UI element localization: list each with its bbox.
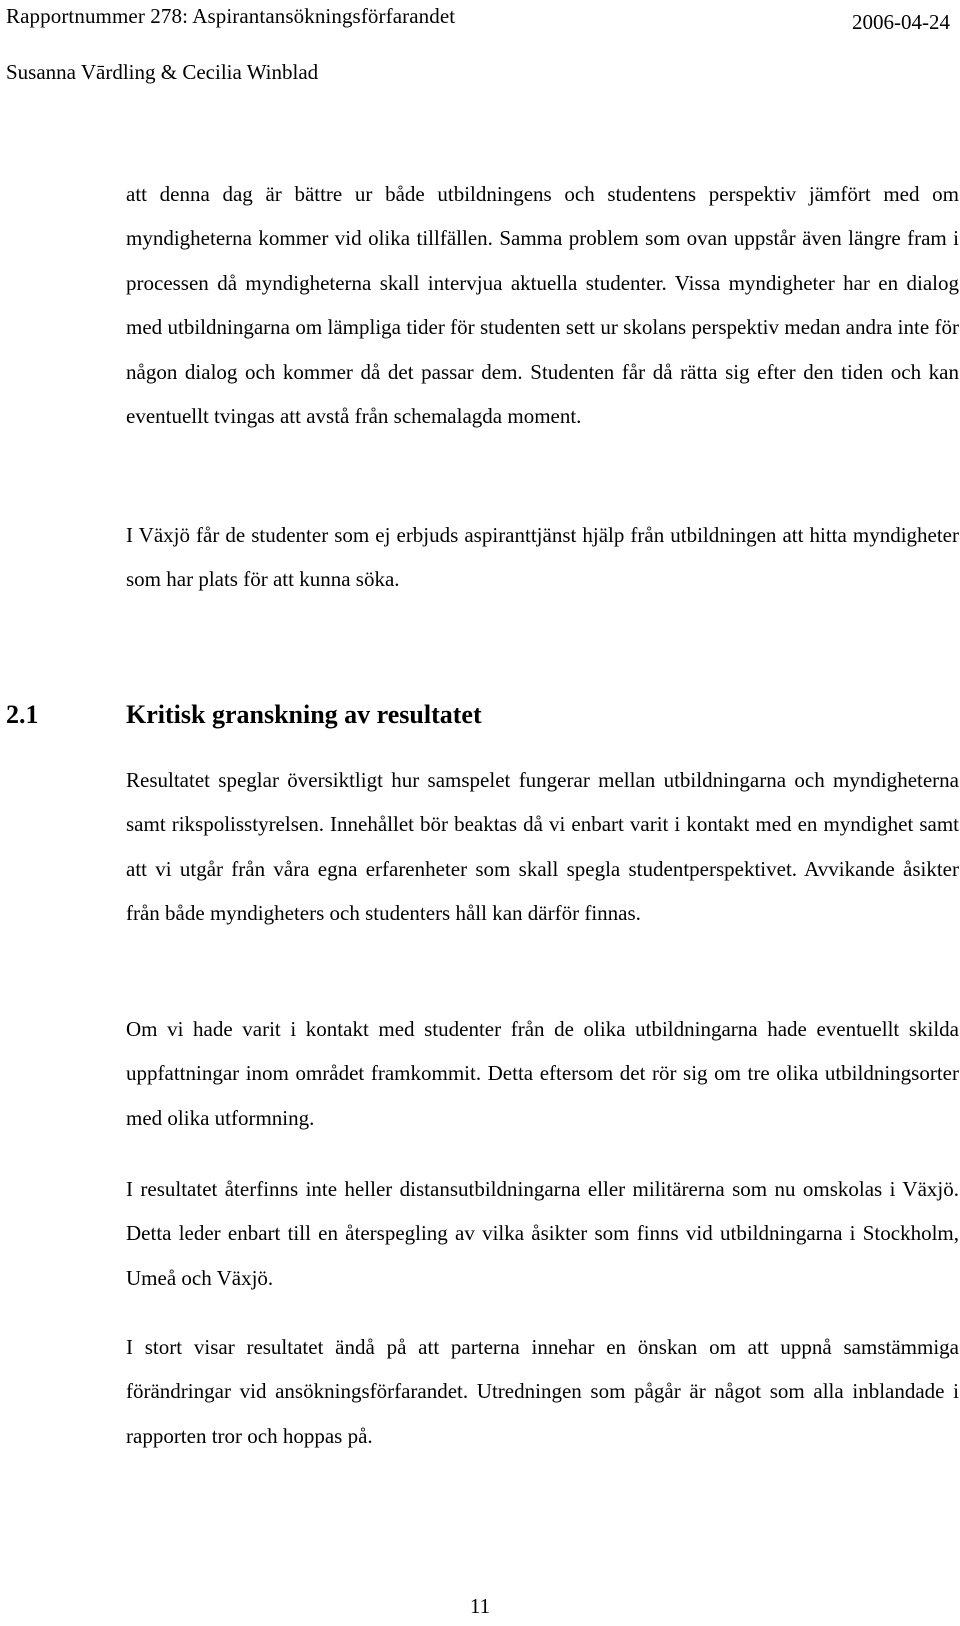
section-title: Kritisk granskning av resultatet — [126, 700, 482, 729]
section-number: 2.1 — [6, 700, 39, 729]
section-paragraph: Om vi hade varit i kontakt med studenter från de olika utbildningarna hade eventuellt skilda uppfattningar inom området framkommit. Detta eftersom det rör sig om tre olika utbildningsorter med olika utformning. — [126, 1017, 959, 1130]
section-paragraph: I stort visar resultatet ändå på att parterna innehar en önskan om att uppnå samstämmiga förändringar vid ansökningsförfarandet. Utredningen som pågår är något som alla inblandade i rapporten tror och hoppas på. — [126, 1335, 959, 1448]
section-paragraph: I resultatet återfinns inte heller distansutbildningarna eller militärerna som nu omskolas i Växjö. Detta leder enbart till en återspegling av vilka åsikter som finns vid utbildningarna i Stockholm, Umeå och Växjö. — [126, 1177, 959, 1290]
section-heading — [6, 700, 482, 730]
body-paragraph: att denna dag är bättre ur både utbildningens och studentens perspektiv jämfört med om myndigheterna kommer vid olika tillfällen. Samma problem som ovan uppstår även längre fram i processen då myndigheterna skall intervjua aktuella studenter. Vissa myndigheter har en dialog med utbildningarna om lämpliga tider för studenten sett ur skolans perspektiv medan andra inte för någon dialog och kommer då det passar dem. Studenten får då rätta sig efter den tiden och kan eventuellt tvingas att avstå från schemalagda moment. — [126, 182, 959, 429]
report-title: Rapportnummer 278: Aspirantansökningsförfarandet — [6, 4, 456, 28]
page-number: 11 — [469, 1594, 491, 1618]
report-authors: Susanna Vārdling & Cecilia Winblad — [6, 60, 319, 84]
report-date: 2006-04-24 — [852, 10, 950, 34]
body-paragraph: I Växjö får de studenter som ej erbjuds aspiranttjänst hjälp från utbildningen att hitta myndigheter som har plats för att kunna söka. — [126, 523, 959, 592]
section-paragraph: Resultatet speglar översiktligt hur samspelet fungerar mellan utbildningarna och myndigheterna samt rikspolisstyrelsen. Innehållet bör beaktas då vi enbart varit i kontakt med en myndighet samt att vi utgår från våra egna erfarenheter som skall spegla studentperspektivet. Avvikande åsikter från både myndigheters och studenters håll kan därför finnas. — [126, 768, 959, 926]
